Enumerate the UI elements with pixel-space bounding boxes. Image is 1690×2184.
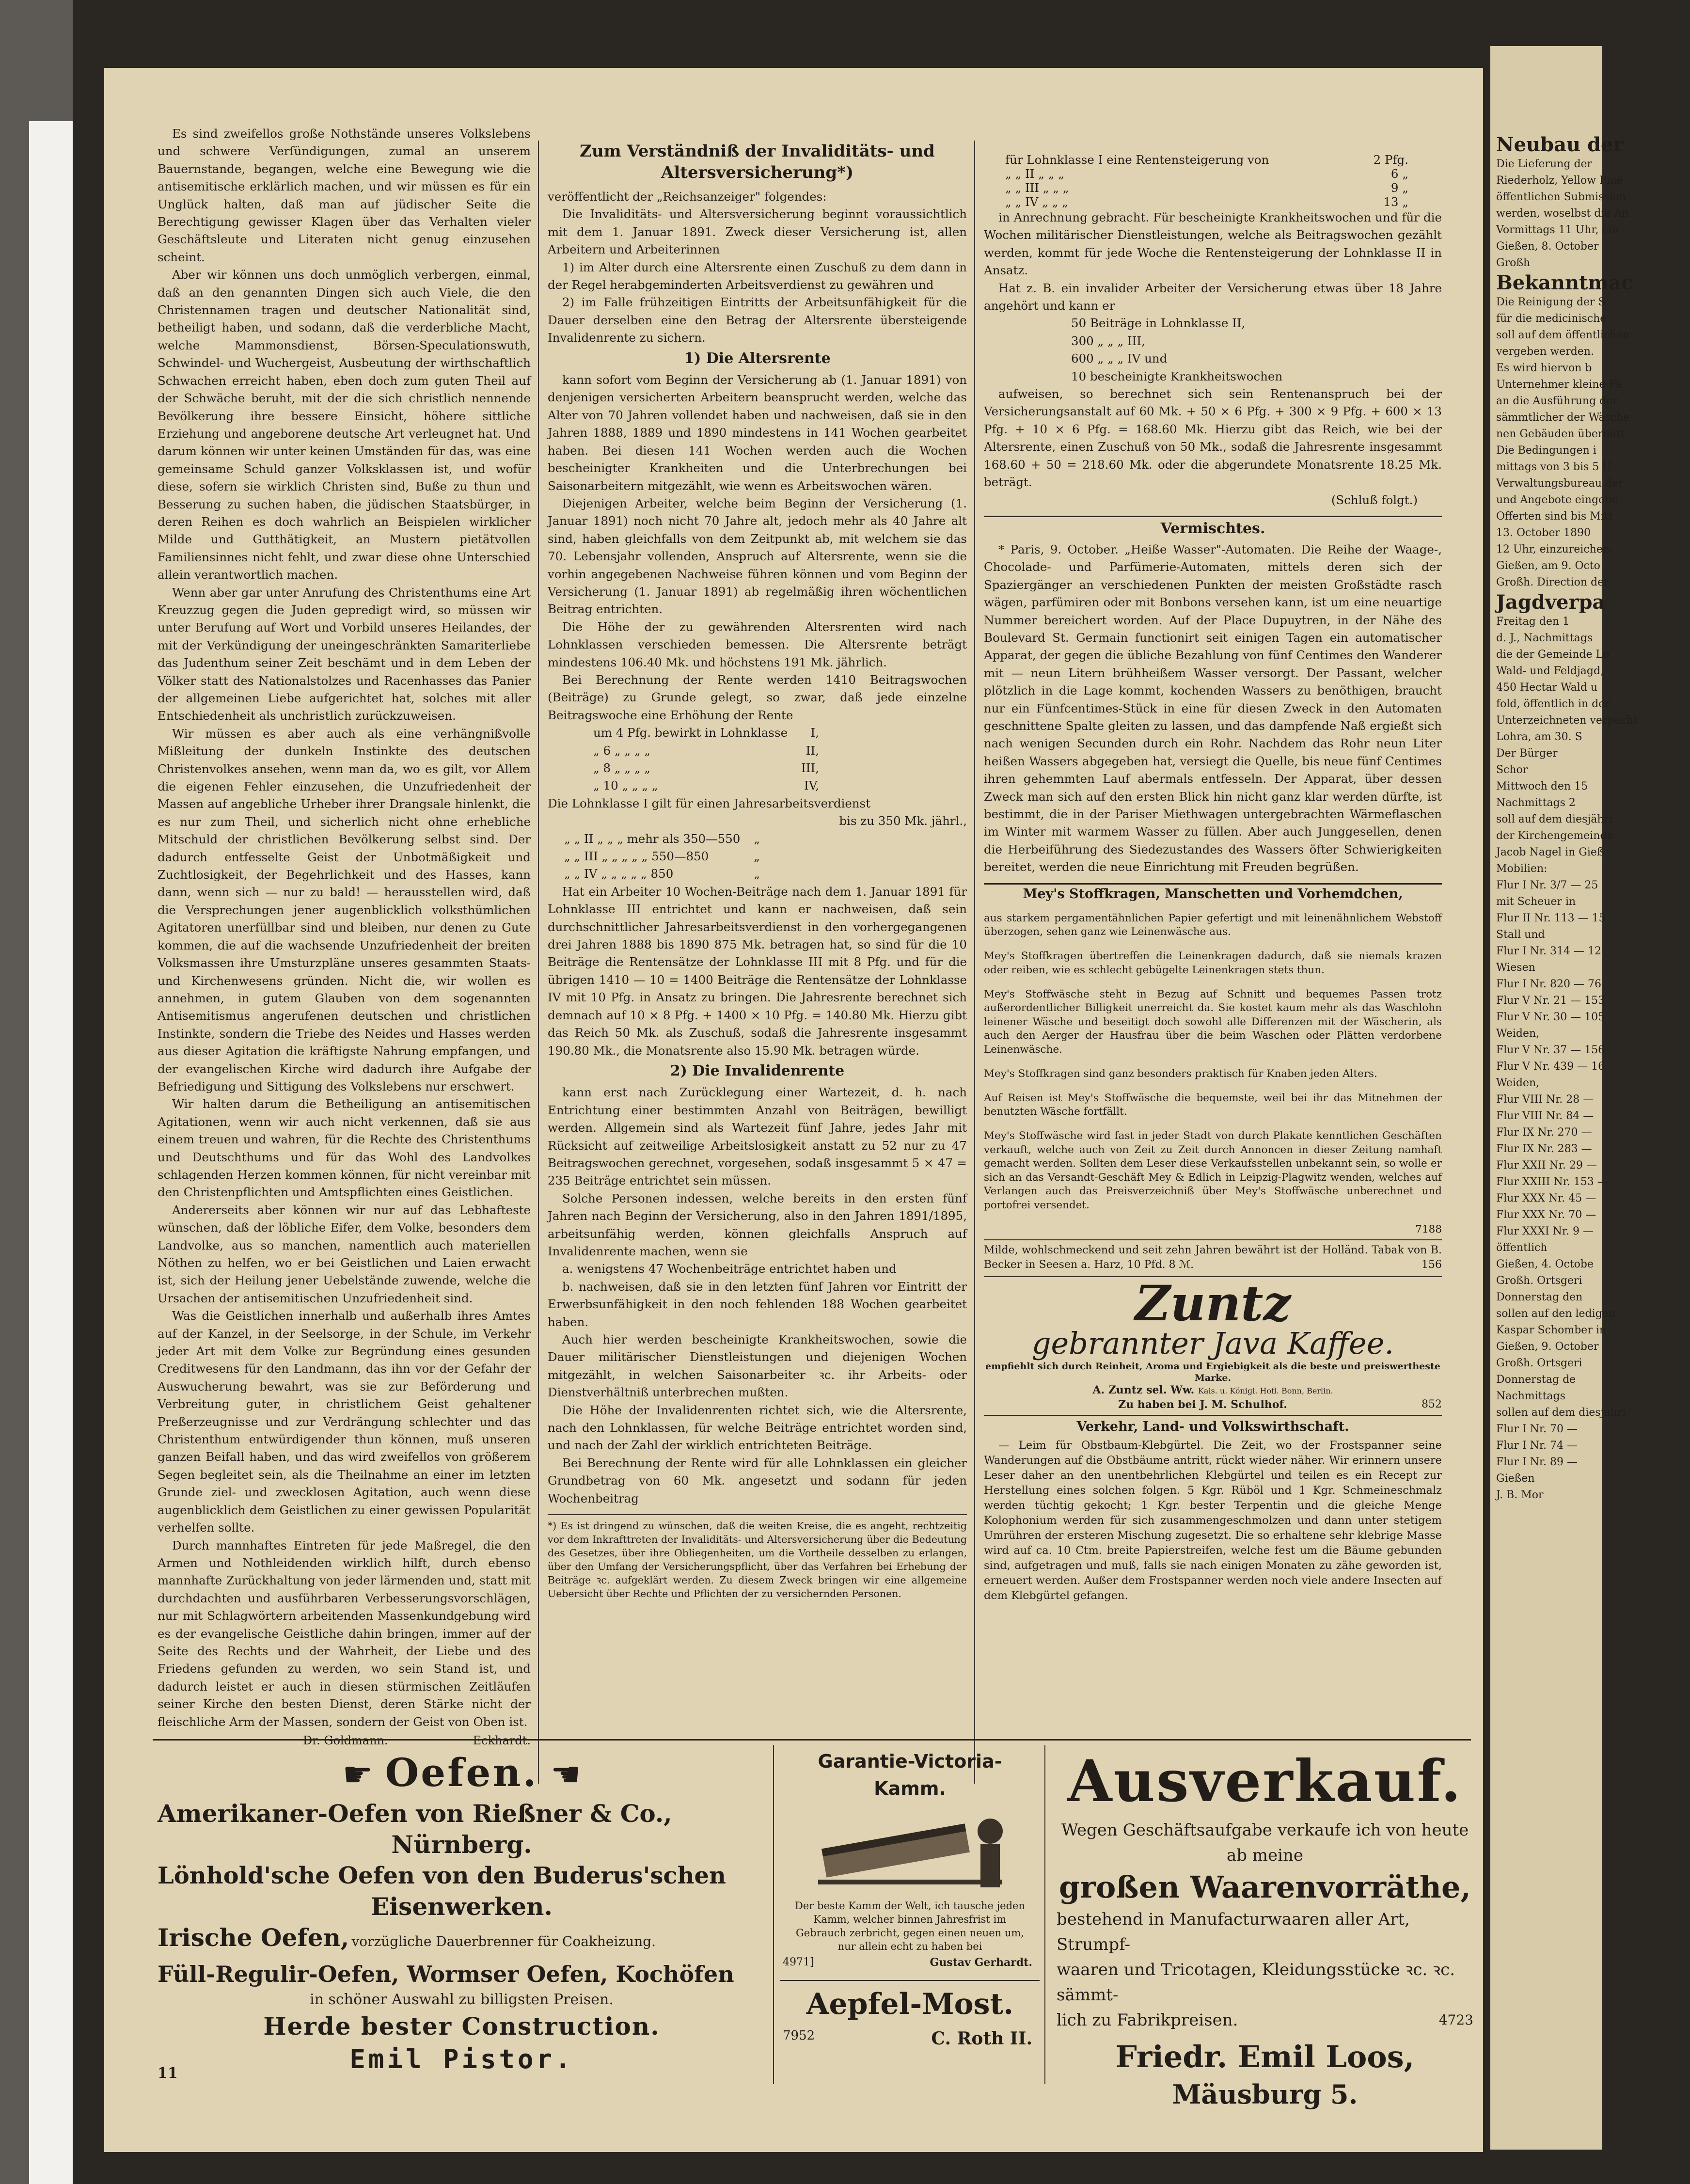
ad-mey-line: Mey's Stoffwäsche wird fast in jeder Stadt von durch Plakate kenntlichen Geschäften verkauft, welche auch von Zeit zu Zeit durch Annoncen in dieser Zeitung namhaft gemacht werden. Sollten dem Leser diese Verkaufsstellen unbekannt sein, so wolle er sich an das Versandt-Geschäft Mey & Edlich in Leipzig-Plagwitz wenden, welches auf Verlangen auch das Preisverzeichniß über Mey's Stoffwäsche unberechnet und portofrei versendet. bbox=[984, 1130, 1442, 1211]
rentensteigerung-row bbox=[586, 760, 826, 777]
rentensteigerung-row-cell: IV, bbox=[804, 778, 819, 793]
column-3-text bbox=[984, 209, 1442, 509]
invalidenrente-paragraph: Die Höhe der Invalidenrenten richtet sich, wie die Altersrente, nach den Lohnklassen, für welche Beiträge entrichtet worden sind, und nach der Zahl der wirklich entrichteten Beiträge. bbox=[548, 1403, 967, 1453]
column-1-paragraph: Wir halten darum die Betheiligung an antisemitischen Agitationen, wenn wir auch nicht verkennen, daß sie aus einem treuen und wahren, für die Rechte des Christenthums und Deutschthums und für das Wohl des Landvolkes schlagenden Herzen kommen können, für nicht vereinbar mit den Christenpflichten und Amtspflichten eines Geistlichen. bbox=[158, 1097, 531, 1200]
kamm-most-rule bbox=[780, 1980, 1040, 1981]
right-page-line: Es wird hiervon b bbox=[1496, 362, 1592, 374]
column-3-paragraph: Hat z. B. ein invalider Arbeiter der Versicherung etwas über 18 Jahre angehört und kann er bbox=[984, 281, 1442, 313]
right-page-line: Jacob Nagel in Gieß bbox=[1496, 846, 1604, 858]
column-divider-1 bbox=[538, 141, 539, 1784]
right-page-line: Der Bürger bbox=[1496, 747, 1558, 760]
section-altersrente: 1) Die Altersrente bbox=[684, 349, 831, 367]
zuntz-logo-line1: Zuntz bbox=[1135, 1275, 1291, 1332]
zuntz-number: 852 bbox=[1421, 1398, 1442, 1411]
ad-ausverkauf-seller: Friedr. Emil Loos, bbox=[1115, 2039, 1415, 2074]
lohnklassen-row-cell: „ bbox=[754, 849, 760, 864]
right-page-line: Flur I Nr. 3/7 — 25 bbox=[1496, 879, 1598, 891]
right-page-line: Die Reinigung der S bbox=[1496, 296, 1606, 308]
beitraege-item: 600 „ „ „ IV und bbox=[1071, 351, 1168, 366]
invalidenrente-paragraph: a. wenigstens 47 Wochenbeiträge entrichtet haben und bbox=[562, 1262, 897, 1276]
ad-oefen-line6: Füll-Regulir-Oefen, Wormser Oefen, Kochöfen bbox=[158, 1961, 734, 1987]
right-page-line: Großh. Ortsgeri bbox=[1496, 1357, 1582, 1369]
right-page-line: 12 Uhr, einzureichen. bbox=[1496, 543, 1613, 555]
right-page-line: Bekanntmac bbox=[1496, 271, 1633, 294]
right-page-line: Offerten sind bis Mitt bbox=[1496, 510, 1613, 522]
lohnklassen-row bbox=[557, 865, 767, 883]
column-1-paragraph: Aber wir können uns doch unmöglich verbergen, einmal, daß an den genannten Dingen sich auch Viele, die den Christennamen tragen und deutscher Nationalität sind, betheiligt haben, und sodann, daß die verderbliche Macht, welche Mammonsdienst, Börsen-Speculationswuth, Schwindel- und Wuchergeist, Ausbeutung der wirthschaftlich Schwachen erreicht haben, eben doch zum guten Theil auf der Schwäche beruht, mit der die sich christlich nennende Bevölkerung ihre bessere Einsicht, höhere sittliche Erziehung und angeborene deutsche Art verleugnet hat. Und darum können wir unter keinen Umständen für das, was eine gemeinsame Schuld ganzer Volksklassen ist, und wofür diese, sofern sie wirklich Christen sind, Buße zu thun und Besserung zu suchen haben, die jüdischen Staatsbürger, in deren Reihen es doch wahrlich an Beispielen wirklicher Milde und Gutthätigkeit, an Mustern pietätvollen Familiensinnes nicht fehlt, und zwar diese ohne Unterschied allein verantwortlich machen. bbox=[158, 268, 531, 582]
invalidenrente-paragraph: Bei Berechnung der Rente wird für alle Lohnklassen ein gleicher Grundbetrag von 60 Mk. angesetzt und sodann für jeden Wochenbeitrag bbox=[548, 1456, 967, 1505]
beispiel-paragraph: Hat ein Arbeiter 10 Wochen-Beiträge nach dem 1. Januar 1891 für Lohnklasse III entrichtet und kann er nachweisen, daß sein durchschnittlicher Jahresarbeitsverdienst in den vorhergegangenen drei Jahren 1888 bis 1890 875 Mk. betragen hat, so sind für die 10 Beiträge die Rentensätze der Lohnklasse III mit 8 Pfg. und für die übrigen 1410 — 10 = 1400 Beiträge die Rentensätze der Lohnklasse IV mit 10 Pfg. in Ansatz zu bringen. Die Jahresrente berechnet sich demnach auf 10 × 8 Pfg. + 1400 × 10 Pfg. = 140.80 Mk. Hierzu gibt das Reich 50 Mk. als Zuschuß, sodaß die Jahresrente insgesammt 190.80 Mk., die Monatsrente also 15.90 Mk. betragen würde. bbox=[548, 884, 967, 1058]
continued-note: (Schluß folgt.) bbox=[1331, 492, 1418, 507]
rentensteigerung-row-cell: „ 6 „ „ „ „ bbox=[593, 743, 650, 758]
ad-ausverkauf-line5: lich zu Fabrikpreisen. bbox=[1057, 2010, 1238, 2030]
ad-mey-number: 7188 bbox=[1415, 1223, 1442, 1235]
column-3-paragraph: in Anrechnung gebracht. Für bescheinigte Krankheitswochen und für die Wochen militärischer Dienstleistungen, welche als Beitragswochen gezählt werden, kommt für jede Woche die Rentensteigerung der Lohnklasse II in Ansatz. bbox=[984, 210, 1442, 278]
right-page-line: Wald- und Feldjagd, bbox=[1496, 665, 1604, 677]
ad-oefen-title: Oefen. bbox=[385, 1750, 538, 1795]
invalidenrente-paragraph: kann erst nach Zurücklegung einer Wartezeit, d. h. nach Entrichtung einer bestimmten Anzahl von Beiträgen, bewilligt werden. Allgemein sind als Wartezeit fünf Jahre, jedes Jahr mit Rücksicht auf zeitweilige Arbeitslosigkeit anstatt zu 52 nur zu 47 Beitragswochen gerechnet, vorgesehen, sodaß insgesammt 5 × 47 = 235 Beiträge entrichtet sein müssen. bbox=[548, 1085, 967, 1188]
zuntz-logo-line2: gebrannter Java Kaffee. bbox=[1031, 1326, 1394, 1361]
ad-kamm-seller: Gustav Gerhardt. bbox=[930, 1956, 1032, 1969]
ad-ausverkauf bbox=[1057, 1745, 1473, 2110]
rentensteigerung-row-cell: II, bbox=[806, 743, 819, 758]
ad-mey-line: Mey's Stoffwäsche steht in Bezug auf Schnitt und bequemes Passen trotz außerordentlicher Billigkeit unerreicht da. Sie kostet kaum mehr als das Waschlohn leinener Wäsche und beseitigt doch sowohl alle Differenzen mit der Wäscherin, als auch den Aerger der Hausfrau über die beim Waschen oder Plätten verdorbene Leinenwäsche. bbox=[984, 988, 1442, 1056]
ad-ausverkauf-address: Mäusburg 5. bbox=[1172, 2079, 1358, 2110]
right-page-line: Mittwoch den 15 bbox=[1496, 780, 1588, 792]
bottom-divider-2 bbox=[1044, 1745, 1045, 2084]
ad-oefen-line2: Nürnberg. bbox=[391, 1830, 532, 1859]
column-1-paragraph: Was die Geistlichen innerhalb und außerhalb ihres Amtes auf der Kanzel, in der Seelsorge, in der Schule, im Verkehr jeder Art mit dem Volke zur Begründung eines gesunden Creditwesens für den Landmann, das ihn vor der Gefahr der Auswucherung bewahrt, was sie zur Beförderung und Verbreitung guter, in christlichem Geist gehaltener Preßerzeugnisse und zur Verdrängung schlechter und das Christenthum entwürdigender thun können, muß unseren ganzen Beifall haben, und das wird zweifellos von größerem Segen begleitet sein, als die Theilnahme an einer im letzten Grunde ziel- und zwecklosen Agitation, auch wenn diese augenblicklich dem Geistlichen zu einer gewissen Popularität verhelfen sollte. bbox=[158, 1309, 531, 1535]
right-page-line: Flur XXXI Nr. 9 — bbox=[1496, 1225, 1594, 1237]
right-page-line: Riederholz, Yellow Pine bbox=[1496, 174, 1624, 187]
right-page-line: an die Ausführung der bbox=[1496, 395, 1618, 407]
lohnklassen-row-cell: „ „ IV „ „ „ „ „ 850 bbox=[564, 867, 674, 881]
ad-tabak bbox=[984, 1243, 1442, 1272]
right-page-line: Flur I Nr. 314 — 12 bbox=[1496, 945, 1601, 957]
col3-steigerung-row bbox=[998, 153, 1415, 167]
right-page-line: Flur IX Nr. 283 — bbox=[1496, 1143, 1592, 1155]
lohnklasse-intro2: bis zu 350 Mk. jährl., bbox=[839, 814, 967, 828]
column-divider-2 bbox=[974, 141, 975, 1784]
right-page-line: werden, woselbst die An bbox=[1496, 207, 1629, 220]
lohnklassen-row-cell: „ bbox=[754, 831, 760, 846]
right-page-line: Neubau der bbox=[1496, 133, 1624, 156]
table-rentensteigerung bbox=[586, 724, 826, 795]
beitraege-list bbox=[1071, 315, 1442, 385]
verkehr-title: Verkehr, Land- und Volkswirthschaft. bbox=[1076, 1419, 1349, 1435]
right-page-line: Flur V Nr. 30 — 105 bbox=[1496, 1011, 1605, 1023]
right-page-line: Flur V Nr. 37 — 156 bbox=[1496, 1044, 1605, 1056]
ad-oefen-line5b: vorzügliche Dauerbrenner für Coakheizung. bbox=[351, 1933, 656, 1949]
beitraege-item: 300 „ „ „ III, bbox=[1071, 333, 1145, 348]
ad-mey-stoffkragen bbox=[984, 887, 1442, 1237]
ad-mey-line: Mey's Stoffkragen übertreffen die Leinenkragen dadurch, daß sie niemals krazen oder reiben, wie es schlecht gebügelte Leinenkragen stets thun. bbox=[984, 950, 1442, 976]
right-page-line: d. J., Nachmittags bbox=[1496, 632, 1593, 644]
invalidenrente-paragraph: Auch hier werden bescheinigte Krankheitswochen, sowie die Dauer militärischer Dienstleistungen und diejenigen Wochen mitgezählt, in welchen Saisonarbeiter ꝛc. ihr Arbeits- oder Dienstverhältniß unterbrechen mußten. bbox=[548, 1332, 967, 1400]
article-footnote: *) Es ist dringend zu wünschen, daß die weiten Kreise, die es angeht, rechtzeitig vor dem Inkrafttreten der Invaliditäts- und Altersversicherung über die Bedeutung des Gesetzes, über ihre Obliegenheiten, um die Vortheile desselben zu erlangen, über den Umfang der Versicherungspflicht, über das Verfahren bei Erhebung der Beiträge ꝛc. aufgeklärt werden. Zu diesem Zweck bringen wir eine allgemeine Uebersicht über Rechte und Pflichten der zu versichernden Personen. bbox=[548, 1520, 967, 1600]
bottom-ads-rule bbox=[153, 1739, 1471, 1741]
ad-oefen-line4: Eisenwerken. bbox=[371, 1892, 553, 1921]
right-page-line: Die Bedingungen i bbox=[1496, 444, 1596, 457]
col3-steigerung-row-cell: „ „ II „ „ „ bbox=[1005, 167, 1064, 181]
right-page-line: Großh bbox=[1496, 257, 1531, 269]
right-page-line: Gießen, am 9. Octo bbox=[1496, 560, 1600, 572]
column-1-paragraph: Wir müssen es aber auch als eine verhängnißvolle Mißleitung der dunkeln Instinkte des deutschen Christenvolkes ansehen, wenn man da, wo es gilt, vor Allem die eigenen Fehler einzusehen, die Unzufriedenheit der Massen auf angebliche Urheber ihrer Drangsale hinlenkt, die es nur zum Theil, und sicherlich nicht ohne erhebliche Mitschuld der christlichen Bevölkerung selbst sind. Der dadurch entfesselte Geist der Unbotmäßigkeit und Zuchtlosigkeit, der Begehrlichkeit und des Hasses, kann dann, wenn sich — nur zu bald! — herausstellen wird, daß die Versprechungen jener augenblicklich volksthümlichen Agitatoren unerfüllbar sind und bleiben, nur denen zu Gute kommen, die auf die wachsende Unzufriedenheit der breiten Volksmassen ihre Umsturzpläne unseres gesammten Staats- und Kirchenwesens gründen. Nicht die, wir wollen es annehmen, in gutem Glauben von dem sogenannten Antisemitismus angerufenen deutschen und christlichen Instinkte, sondern die Triebe des Neides und Hasses werden aus dieser Agitation die kräftigste Nahrung empfangen, und der evangelischen Kirche wird dadurch ihre Aufgabe der Befriedigung und Sittigung des Volkslebens nur erschwert. bbox=[158, 726, 531, 1093]
right-page-line: Weiden, bbox=[1496, 1028, 1540, 1040]
vermischtes-text: * Paris, 9. October. „Heiße Wasser"-Automaten. Die Reihe der Waage-, Chocolade- und Parfümerie-Automaten, mittels deren sich der Spaziergänger an verschiedenen Punkten der meisten Großstädte rasch wägen, parfümiren oder mit Bonbons versehen kann, ist um eine neuartige Nummer bereichert worden. Auf der Place Dupuytren, in der Nähe des Boulevard St. Germain functionirt seit einigen Tagen ein automatischer Apparat, der gegen die übliche Bezahlung von fünf Centimes den Wanderer mit — neun Litern brühheißem Wasser versorgt. Der Passant, welcher plötzlich in die Lage kommt, kochenden Wassers zu benöthigen, braucht nur ein Fünfcentimes-Stück in eine für diesen Zweck in den Automaten geschnittene Spalte gleiten zu lassen, und das dampfende Naß ergießt sich nach wenigen Secunden durch ein Rohr. Nachdem das Rohr neun Liter heißen Wassers abgegeben hat, versiegt die Quelle, bis neue fünf Centimes ihren gehemmten Lauf abermals entfesseln. Der Apparat, über dessen Zweck man sich auf den ersten Blick hin nicht ganz klar werden dürfte, ist bestimmt, die in der Pariser Miethwagen untergebrachten Wärmeflaschen im Winter mit warmem Wasser zu füllen. Aber auch Junggesellen, denen die Herbeiführung des Siedezustandes des Wassers öfter Schwierigkeiten bereitet, werden die neue Einrichtung mit Freuden begrüßen. bbox=[984, 542, 1442, 874]
ad-most-seller: C. Roth II. bbox=[931, 2028, 1032, 2049]
right-page-line: Gießen bbox=[1496, 1472, 1535, 1485]
right-page-line: Gießen, 9. October bbox=[1496, 1341, 1599, 1353]
table-steigerung-col3 bbox=[998, 153, 1415, 209]
ad-mey-line: Mey's Stoffkragen sind ganz besonders praktisch für Knaben jeden Alters. bbox=[984, 1067, 1377, 1080]
right-page-line: J. B. Mor bbox=[1496, 1489, 1544, 1501]
altersrente-paragraph: kann sofort vom Beginn der Versicherung ab (1. Januar 1891) von denjenigen versicherten Arbeitern beansprucht werden, welche das Alter von 70 Jahren vollendet haben und nachweisen, daß sie in den Jahren 1888, 1889 und 1890 mindestens in 141 Wochen gearbeitet haben. Bei diesen 141 Wochen werden auch die Wochen bescheinigter Krankheiten und die Unterbrechungen bei Saisonarbeitern mitgezählt, wie wenn es Arbeitswochen wären. bbox=[548, 373, 967, 493]
ad-ausverkauf-number: 4723 bbox=[1438, 2012, 1473, 2028]
right-page-line: Lohra, am 30. S bbox=[1496, 731, 1582, 743]
zuntz-maker: A. Zuntz sel. Ww. bbox=[1092, 1384, 1195, 1397]
article-paragraph: 1) im Alter durch eine Altersrente einen Zuschuß zu dem dann in der Regel herabgeminderten Arbeitsverdienst zu gewähren und bbox=[548, 260, 967, 292]
comb-illustration-icon bbox=[808, 1807, 1012, 1894]
column-1-paragraph: Andererseits aber können wir nur auf das Lebhafteste wünschen, daß der löbliche Eifer, dem Volke, besonders dem Landvolke, aus so manchen, namentlich auch materiellen Nöthen zu helfen, wo er bei Geistlichen und Laien erwacht ist, sich der Heilung jener Uebelstände zuwende, welche die Ursachen der antisemitischen Unzufriedenheit sind. bbox=[158, 1203, 531, 1305]
column-1-paragraph: Es sind zweifellos große Nothstände unseres Volkslebens und schwere Verſündigungen, zumal an unserem Bauernstande, begangen, welche eine Bewegung wie die antisemitische erklärlich machen, und wir müssen es für ein Unglück halten, daß man auf jüdischer Seite die Berechtigung gewisser Klagen über das Verhalten vieler Geschäftsleute und Literaten nicht genug einzusehen scheint. bbox=[158, 127, 531, 264]
right-page-line: 450 Hectar Wald u bbox=[1496, 681, 1598, 694]
column-1-paragraph: Durch mannhaftes Eintreten für jede Maßregel, die den Armen und Nothleidenden wirklich hilft, durch ebenso mannhafte Zurückhaltung von jeder lärmenden und, statt mit durchdachten und ausführbaren Verbesserungsvorschlägen, nur mit Schlagwörtern arbeitenden Massenkundgebung wird es der evangelische Geistliche dahin bringen, immer auf der Seite des Rechts und der Wahrheit, der Liebe und des Friedens gefunden zu werden, wo sein Stand ist, und dadurch leistet er auch in diesen stürmischen Zeitläufen seiner Kirche den besten Dienst, deren Stärke nicht der fleischliche Arm der Massen, sondern der Geist von Oben ist. bbox=[158, 1538, 531, 1729]
bottom-divider-1 bbox=[773, 1745, 774, 2084]
col3-steigerung-row-cell: für Lohnklasse I eine Rentensteigerung von bbox=[1005, 153, 1269, 167]
ad-mey-line: aus starkem pergamentähnlichen Papier gefertigt und mit leinenähnlichem Webstoff überzogen, sehen ganz wie Leinenwäsche aus. bbox=[984, 912, 1442, 938]
col3-steigerung-row-cell: 9 „ bbox=[1390, 181, 1408, 195]
ad-ausverkauf-line2: großen Waarenvorräthe, bbox=[1059, 1869, 1471, 1905]
right-page-line: Flur I Nr. 74 — bbox=[1496, 1440, 1578, 1452]
right-page-line: Flur VIII Nr. 28 — bbox=[1496, 1093, 1594, 1106]
right-page-line: Gießen, 8. October bbox=[1496, 240, 1599, 253]
rentensteigerung-row bbox=[586, 777, 826, 794]
column-1 bbox=[158, 125, 531, 1763]
page-number: 11 bbox=[158, 2065, 178, 2082]
right-page-line: sollen auf den ledigen bbox=[1496, 1308, 1615, 1320]
beitraege-item: 10 bescheinigte Krankheitswochen bbox=[1071, 369, 1283, 383]
right-page-line: Die Lieferung der bbox=[1496, 158, 1593, 170]
right-page-line: Unternehmer kleine Fa bbox=[1496, 379, 1622, 391]
right-page-line: soll auf dem diesjähri bbox=[1496, 813, 1613, 825]
verkehr-text: — Leim für Obstbaum-Klebgürtel. Die Zeit, wo der Frostspanner seine Wanderungen auf die Obstbäume antritt, rückt wieder näher. Wir erinnern unsere Leser daher an den unentbehrlichen Klebgürtel und teilen es ein Recept zur Herstellung eines solchen folgen. 5 Kgr. Rüböl und 1 Kgr. Schmeineschmalz werden tüchtig gekocht; 1 Kgr. bester Terpentin und die gleiche Menge Kolophonium werden für sich zusammengeschmolzen und dann unter stetigem Umrühren der ersteren Mischung zugesetzt. Die so erhaltene sehr klebrige Masse wird auf ca. 10 Ctm. breite Papierstreifen, welche fest um die Bäume gebunden sind, aufgetragen und muß, falls sie nach einigen Monaten zu zähe geworden ist, erneuert werden. Außer dem Frostspanner werden noch viele andere Insecten auf dem Klebgürtel gefangen. bbox=[984, 1439, 1442, 1602]
col3-steigerung-row-cell: „ „ III „ „ „ bbox=[1005, 181, 1069, 195]
lohnklassen-row-cell: „ bbox=[754, 867, 760, 881]
right-page-line: Flur I Nr. 70 — bbox=[1496, 1423, 1578, 1435]
col3-steigerung-row bbox=[998, 181, 1415, 195]
lohnklassen-row bbox=[557, 830, 767, 848]
article-paragraph: 2) im Falle frühzeitigen Eintritts der Arbeitsunfähigkeit für die Dauer derselben eine den Betrag der Altersrente übersteigende Invalidenrente zu sichern. bbox=[548, 295, 967, 345]
right-page-line: Weiden, bbox=[1496, 1077, 1540, 1089]
altersrente-paragraph: Bei Berechnung der Rente werden 1410 Beitragswochen (Beiträge) zu Grunde gelegt, so zwar, daß jede einzelne Beitragswoche eine Erhöhung der Rente bbox=[548, 672, 967, 722]
right-page-line: Mobilien: bbox=[1496, 863, 1548, 875]
right-page-line: 13. October 1890 bbox=[1496, 527, 1591, 539]
right-page-line: Flur XXX Nr. 70 — bbox=[1496, 1209, 1596, 1221]
right-page-line: öffentlich bbox=[1496, 1242, 1548, 1254]
right-page-line: die der Gemeinde Lo bbox=[1496, 649, 1610, 661]
newspaper-page bbox=[104, 68, 1483, 2152]
ad-ausverkauf-line1: Wegen Geschäftsaufgabe verkaufe ich von heute ab meine bbox=[1061, 1820, 1469, 1865]
right-page-line: Jagdverpa bbox=[1496, 591, 1605, 614]
zuntz-sold: Zu haben bei J. M. Schulhof. bbox=[1118, 1398, 1287, 1411]
right-page-line: Flur II Nr. 113 — 15 bbox=[1496, 912, 1606, 924]
ad-kamm-illustration bbox=[808, 1807, 1012, 1894]
right-page-line: Verwaltungsbureau der bbox=[1496, 477, 1624, 490]
ad-oefen-line7: in schöner Auswahl zu billigsten Preisen. bbox=[310, 1991, 614, 2008]
rentensteigerung-row-cell: „ 10 „ „ „ „ bbox=[593, 778, 658, 793]
article-paragraph: Die Invaliditäts- und Altersversicherung beginnt voraussichtlich mit dem 1. Januar 1891. Zweck dieser Versicherung ist, allen Arbeitern und Arbeiterinnen bbox=[548, 207, 967, 257]
col3-steigerung-row-cell: 2 Pfg. bbox=[1373, 153, 1408, 167]
right-page-line: sollen auf dem diesjähri bbox=[1496, 1407, 1626, 1419]
ad-oefen bbox=[158, 1745, 766, 2084]
column-2-text bbox=[548, 188, 967, 1507]
right-page-line: mit Scheuer in bbox=[1496, 896, 1576, 908]
ad-zuntz bbox=[984, 1275, 1442, 1411]
altersrente-paragraph: Diejenigen Arbeiter, welche beim Beginn der Versicherung (1. Januar 1891) noch nicht 70 Jahre alt, jedoch mehr als 40 Jahre alt sind, haben gleichfalls von dem Zeitpunkt ab, mit welchem sie das 70. Lebensjahr vollenden, Anspruch auf Altersrente, wenn sie die vorhin angegebenen Nachweise führen können und vom Beginn der Versicherung (1. Januar 1891) ab regelmäßig ihren wöchentlichen Beitrag entrichten. bbox=[548, 496, 967, 617]
zuntz-desc: empfiehlt sich durch Reinheit, Aroma und Ergiebigkeit als die beste und preiswertheste Marke. bbox=[985, 1361, 1440, 1384]
lohnklasse-intro: Die Lohnklasse I gilt für einen Jahresarbeitsverdienst bbox=[548, 796, 871, 810]
right-page-line: Unterzeichneten verpacht bbox=[1496, 714, 1638, 727]
scan-left-card bbox=[29, 121, 73, 2184]
right-page-line: und Angebote eingebe bbox=[1496, 494, 1618, 506]
pointing-hand-right-icon: ☛ bbox=[550, 1755, 581, 1794]
column-3 bbox=[984, 153, 1442, 1801]
zuntz-maker-note: Kais. u. Königl. Hofl. Bonn, Berlin. bbox=[1198, 1386, 1333, 1396]
column-3-paragraph: aufweisen, so berechnet sich sein Rentenanspruch bei der Versicherungsanstalt auf 60 Mk. + 50 × 6 Pfg. + 300 × 9 Pfg. + 600 × 13 Pfg. + 10 × 6 Pfg. = 168.60 Mk. Hierzu gibt das Reich, wie bei der Altersrente, einen Zuschuß von 50 Mk., sodaß die Jahresrente insgesammt 168.60 + 50 = 218.60 Mk. oder die abgerundete Monatsrente 18.25 Mk. beträgt. bbox=[984, 387, 1442, 490]
right-page-line: Flur IX Nr. 270 — bbox=[1496, 1126, 1592, 1139]
rentensteigerung-row bbox=[586, 724, 826, 742]
ad-mey-line: Auf Reisen ist Mey's Stoffwäsche die bequemste, weil bei ihr das Mitnehmen der benutzten Wäsche fortfällt. bbox=[984, 1092, 1442, 1118]
ad-ausverkauf-line3a: bestehend bbox=[1057, 1910, 1143, 1929]
pointing-hand-left-icon: ☛ bbox=[342, 1755, 373, 1794]
invalidenrente-paragraph: b. nachweisen, daß sie in den letzten fünf Jahren vor Eintritt der Erwerbsunfähigkeit in den noch fehlenden 188 Wochen gearbeitet haben. bbox=[548, 1279, 967, 1329]
article-intro: veröffentlicht der „Reichsanzeiger" folgendes: bbox=[548, 190, 827, 204]
invalidenrente-paragraph: Solche Personen indessen, welche bereits in den ersten fünf Jahren nach Beginn der Versicherung, also in den Jahren 1891/1895, arbeitsunfähig werden, können gleichfalls Anspruch auf Invalidenrente machen, wenn sie bbox=[548, 1191, 967, 1258]
rentensteigerung-row bbox=[586, 742, 826, 760]
right-page-line: Stall und bbox=[1496, 929, 1545, 941]
ad-kamm bbox=[783, 1745, 1037, 1978]
right-page-line: Flur I Nr. 820 — 76 bbox=[1496, 978, 1601, 990]
ad-kamm-text: Der beste Kamm der Welt, ich tausche jeden Kamm, welcher binnen Jahresfrist im Gebrauch zerbricht, gegen einen neuen um, nur allein echt zu haben bei bbox=[795, 1900, 1025, 1952]
right-page-line: Flur XXII Nr. 29 — bbox=[1496, 1159, 1597, 1171]
section-invalidenrente: 2) Die Invalidenrente bbox=[670, 1062, 845, 1079]
right-page-line: Vormittags 11 Uhr, ein bbox=[1496, 224, 1619, 236]
right-page-line: Flur I Nr. 89 — bbox=[1496, 1456, 1578, 1468]
ad-kamm-number: 4971] bbox=[783, 1956, 814, 1968]
article-title: Zum Verständniß der Invaliditäts- und Altersversicherung*) bbox=[580, 142, 935, 182]
table-lohnklassen bbox=[557, 830, 767, 883]
ad-tabak-text: Milde, wohlschmeckend und seit zehn Jahren bewährt ist der Holländ. Tabak von B. Becker in Seesen a. Harz, 10 Pfd. 8 ℳ. bbox=[984, 1244, 1442, 1271]
right-page-line: der Kirchengemeinde bbox=[1496, 830, 1613, 842]
right-page-line: Gießen, 4. Octobe bbox=[1496, 1258, 1594, 1270]
col3-steigerung-row bbox=[998, 167, 1415, 181]
right-page-line: Kaspar Schomber in bbox=[1496, 1324, 1607, 1336]
right-page-line: vergeben werden. bbox=[1496, 346, 1594, 358]
ad-oefen-line5a: Irische Oefen, bbox=[158, 1923, 349, 1952]
right-page-line: Donnerstag de bbox=[1496, 1374, 1576, 1386]
ad-most bbox=[783, 1985, 1037, 2082]
right-page-line: Wiesen bbox=[1496, 962, 1535, 974]
col3-steigerung-row-cell: 6 „ bbox=[1390, 167, 1408, 181]
ad-most-title: Aepfel-Most. bbox=[806, 1987, 1014, 2021]
right-page-line: Großh. Ortsgeri bbox=[1496, 1275, 1582, 1287]
ad-most-number: 7952 bbox=[783, 2028, 815, 2043]
right-page-line: Schor bbox=[1496, 764, 1528, 776]
column-2 bbox=[548, 141, 967, 1798]
ad-oefen-line8: Herde bester Construction. bbox=[263, 2012, 660, 2041]
col3-steigerung-row-cell: 13 „ bbox=[1383, 195, 1408, 209]
lohnklassen-row-cell: „ „ II „ „ „ mehr als 350—550 bbox=[564, 831, 741, 846]
ad-ausverkauf-line4a: waaren bbox=[1057, 1960, 1119, 1979]
ad-ausverkauf-title: Ausverkauf. bbox=[1067, 1747, 1463, 1815]
ad-oefen-line9: Emil Pistor. bbox=[349, 2044, 574, 2074]
right-page-line: Donnerstag den bbox=[1496, 1291, 1583, 1303]
vermischtes-title: Vermischtes. bbox=[1160, 520, 1265, 537]
rentensteigerung-row-cell: I, bbox=[810, 726, 819, 740]
right-page-line: Nachmittags 2 bbox=[1496, 797, 1576, 809]
rentensteigerung-row-cell: „ 8 „ „ „ „ bbox=[593, 761, 650, 775]
right-page-line: Flur XXIII Nr. 153 — bbox=[1496, 1176, 1608, 1188]
ad-ausverkauf-line4b: und Tricotagen, Kleidungsstücke ꝛc. ꝛc. sämmt- bbox=[1057, 1960, 1455, 2005]
ad-oefen-line3: Lönhold'sche Oefen von den Buderus'schen bbox=[158, 1862, 726, 1889]
rentensteigerung-row-cell: III, bbox=[801, 761, 819, 775]
right-page-line: fold, öffentlich in der bbox=[1496, 698, 1610, 710]
ad-ausverkauf-line3b: in Manufacturwaaren aller Art, Strumpf- bbox=[1057, 1910, 1410, 1954]
right-page-line: Freitag den 1 bbox=[1496, 616, 1570, 628]
right-facing-page bbox=[1490, 46, 1638, 2150]
right-page-line: Nachmittags bbox=[1496, 1390, 1565, 1402]
right-page-line: für die medicinische bbox=[1496, 313, 1607, 325]
ad-oefen-line1: Amerikaner-Oefen von Rießner & Co., bbox=[158, 1799, 672, 1828]
right-page-line: sämmtlicher der Wäsche bbox=[1496, 411, 1630, 424]
lohnklassen-row-cell: „ „ III „ „ „ „ „ 550—850 bbox=[564, 849, 709, 864]
col3-steigerung-row bbox=[998, 195, 1415, 209]
lohnklassen-row bbox=[557, 848, 767, 865]
right-page-line: Flur V Nr. 21 — 153 bbox=[1496, 995, 1605, 1007]
right-page-line: soll auf dem öffentlichen bbox=[1496, 329, 1630, 341]
col3-steigerung-row-cell: „ „ IV „ „ „ bbox=[1005, 195, 1068, 209]
ad-kamm-title: Garantie-Victoria-Kamm. bbox=[818, 1751, 1002, 1799]
ad-mey-title: Mey's Stoffkragen, Manschetten und Vorhemdchen, bbox=[1023, 886, 1403, 902]
right-page-line: Großh. Direction der bbox=[1496, 576, 1609, 588]
right-page-line: Flur XXX Nr. 45 — bbox=[1496, 1192, 1596, 1204]
right-page-line: Flur V Nr. 439 — 16 bbox=[1496, 1060, 1605, 1073]
right-page-line: öffentlichen Submission bbox=[1496, 191, 1626, 203]
altersrente-paragraph: Die Höhe der zu gewährenden Altersrenten wird nach Lohnklassen verschieden bemessen. Die Altersrente beträgt mindestens 106.40 Mk. und höchstens 191 Mk. jährlich. bbox=[548, 619, 967, 669]
beitraege-item: 50 Beiträge in Lohnklasse II, bbox=[1071, 316, 1246, 331]
right-page-line: Flur VIII Nr. 84 — bbox=[1496, 1110, 1594, 1122]
column-1-paragraph: Wenn aber gar unter Anrufung des Christenthums eine Art Kreuzzug gegen die Juden gepredigt wird, so müssen wir unter Berufung auf Wort und Vorbild unseres Heilandes, der mit der Verkündigung der uneingeschränkten Samariterliebe das Judenthum seiner Zeit beschämt und in dem Leben der Völker statt des Nationalstolzes und Racenhasses das Panier der allgemeinen Liebe aufgerichtet hat, solches mit aller Entschiedenheit als unchristlich zurückzuweisen. bbox=[158, 585, 531, 723]
right-page-line: nen Gebäuden übermitt bbox=[1496, 428, 1625, 440]
rentensteigerung-row-cell: um 4 Pfg. bewirkt in Lohnklasse bbox=[593, 726, 788, 740]
ad-tabak-number: 156 bbox=[1421, 1259, 1442, 1271]
right-page-line: mittags von 3 bis 5 U bbox=[1496, 461, 1611, 473]
column-1-text bbox=[158, 125, 531, 1731]
